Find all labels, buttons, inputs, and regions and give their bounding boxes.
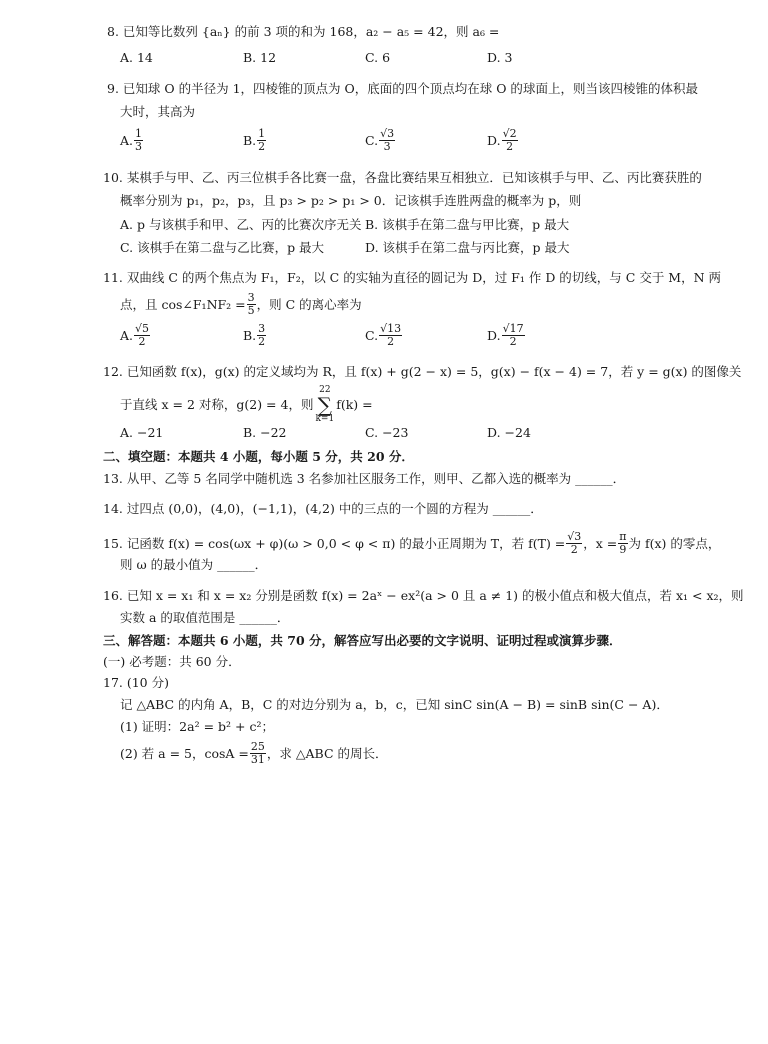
question-9-stem-line2: 大时，其高为 bbox=[120, 104, 196, 119]
question-12-option-a: A. −21 bbox=[120, 425, 164, 440]
question-12-option-b: B. −22 bbox=[243, 425, 287, 440]
question-8-option-d: D. 3 bbox=[487, 50, 513, 65]
question-8-option-a: A. 14 bbox=[120, 50, 153, 65]
section-3-subheading: (一) 必考题：共 60 分． bbox=[103, 654, 241, 669]
question-11-stem-line2: 点，且 cos∠F₁NF₂ = $\frac{3}{5}$ ，则 C 的离心率为 bbox=[120, 291, 362, 317]
question-15-line2: 则 ω 的最小值为 ______． bbox=[120, 557, 268, 572]
question-12-stem-line2: 于直线 x = 2 对称，g(2) = 4，则22 ∑ k=1f(k) = bbox=[120, 385, 373, 424]
question-10-option-c: C. 该棋手在第二盘与乙比赛，p 最大 bbox=[120, 240, 325, 255]
question-14: 14. 过四点 (0,0)，(4,0)，(−1,1)，(4,2) 中的三点的一个圆的方程为 ______． bbox=[103, 501, 543, 516]
question-10-option-d: D. 该棋手在第二盘与丙比赛，p 最大 bbox=[365, 240, 570, 255]
question-16-line2: 实数 a 的取值范围是 ______． bbox=[120, 610, 290, 625]
question-12-option-c: C. −23 bbox=[365, 425, 409, 440]
question-13: 13. 从甲、乙等 5 名同学中随机选 3 名参加社区服务工作，则甲、乙都入选的概率为 ______． bbox=[103, 471, 626, 486]
question-17-part-1: (1) 证明：2a² = b² + c²； bbox=[120, 719, 274, 734]
question-17-heading: 17. (10 分) bbox=[103, 675, 169, 690]
question-16-line1: 16. 已知 x = x₁ 和 x = x₂ 分别是函数 f(x) = 2aˣ − ex²(a > 0 且 a ≠ 1) 的极小值点和极大值点，若 x₁ < x₂，则 bbox=[103, 588, 744, 603]
question-10-stem-line2: 概率分别为 p₁，p₂，p₃，且 p₃ > p₂ > p₁ > 0．记该棋手连胜两盘的概率为 p，则 bbox=[120, 193, 582, 208]
section-3-heading: 三、解答题：本题共 6 小题，共 70 分，解答应写出必要的文字说明、证明过程或演算步骤． bbox=[103, 633, 622, 648]
question-10-option-b: B. 该棋手在第二盘与甲比赛，p 最大 bbox=[365, 217, 570, 232]
question-9-option-b: B. $\frac{1}{2}$ bbox=[243, 127, 266, 153]
question-9-option-c: C. $\frac{√3}{3}$ bbox=[365, 127, 395, 153]
question-12-stem-line1: 12. 已知函数 f(x)，g(x) 的定义域均为 R，且 f(x) + g(2 − x) = 5，g(x) − f(x − 4) = 7，若 y = g(x) 的图像关 bbox=[103, 364, 742, 379]
question-9-stem-line1: 9. 已知球 O 的半径为 1，四棱锥的顶点为 O，底面的四个顶点均在球 O 的球面上，则当该四棱锥的体积最 bbox=[107, 81, 698, 96]
summation-symbol: 22 ∑ k=1 bbox=[315, 385, 335, 424]
question-9-option-a: A. $\frac{1}{3}$ bbox=[120, 127, 143, 153]
question-11-option-d: D. $\frac{√17}{2}$ bbox=[487, 322, 524, 348]
question-12-option-d: D. −24 bbox=[487, 425, 531, 440]
question-8-stem: 8. 已知等比数列 {aₙ} 的前 3 项的和为 168，a₂ − a₅ = 42，则 a₆ = bbox=[107, 24, 500, 39]
question-11-option-b: B. $\frac{3}{2}$ bbox=[243, 322, 266, 348]
question-9-option-d: D. $\frac{√2}{2}$ bbox=[487, 127, 517, 153]
question-17-part-2: (2) 若 a = 5，cosA = $\frac{25}{31}$ ，求 △ABC 的周长． bbox=[120, 740, 388, 766]
question-11-stem-line1: 11. 双曲线 C 的两个焦点为 F₁，F₂，以 C 的实轴为直径的圆记为 D，过 F₁ 作 D 的切线，与 C 交于 M，N 两 bbox=[103, 270, 722, 285]
section-2-heading: 二、填空题：本题共 4 小题，每小题 5 分，共 20 分． bbox=[103, 449, 414, 464]
question-11-option-a: A. $\frac{√5}{2}$ bbox=[120, 322, 150, 348]
question-8-option-c: C. 6 bbox=[365, 50, 391, 65]
question-15-line1: 15. 记函数 f(x) = cos(ωx + φ)(ω > 0,0 < φ < π) 的最小正周期为 T，若 f(T) = $\frac{√3}{2}$ ，x = $\frac{\pi}{9}$ 为 f(x) 的零点， bbox=[103, 530, 721, 556]
question-8-option-b: B. 12 bbox=[243, 50, 277, 65]
question-17-stem: 记 △ABC 的内角 A，B，C 的对边分别为 a，b，c，已知 sinC sin(A − B) = sinB sin(C − A)． bbox=[120, 697, 669, 712]
question-10-stem-line1: 10. 某棋手与甲、乙、丙三位棋手各比赛一盘，各盘比赛结果互相独立．已知该棋手与甲、乙、丙比赛获胜的 bbox=[103, 170, 702, 185]
question-11-option-c: C. $\frac{√13}{2}$ bbox=[365, 322, 402, 348]
question-10-option-a: A. p 与该棋手和甲、乙、丙的比赛次序无关 bbox=[120, 217, 362, 232]
